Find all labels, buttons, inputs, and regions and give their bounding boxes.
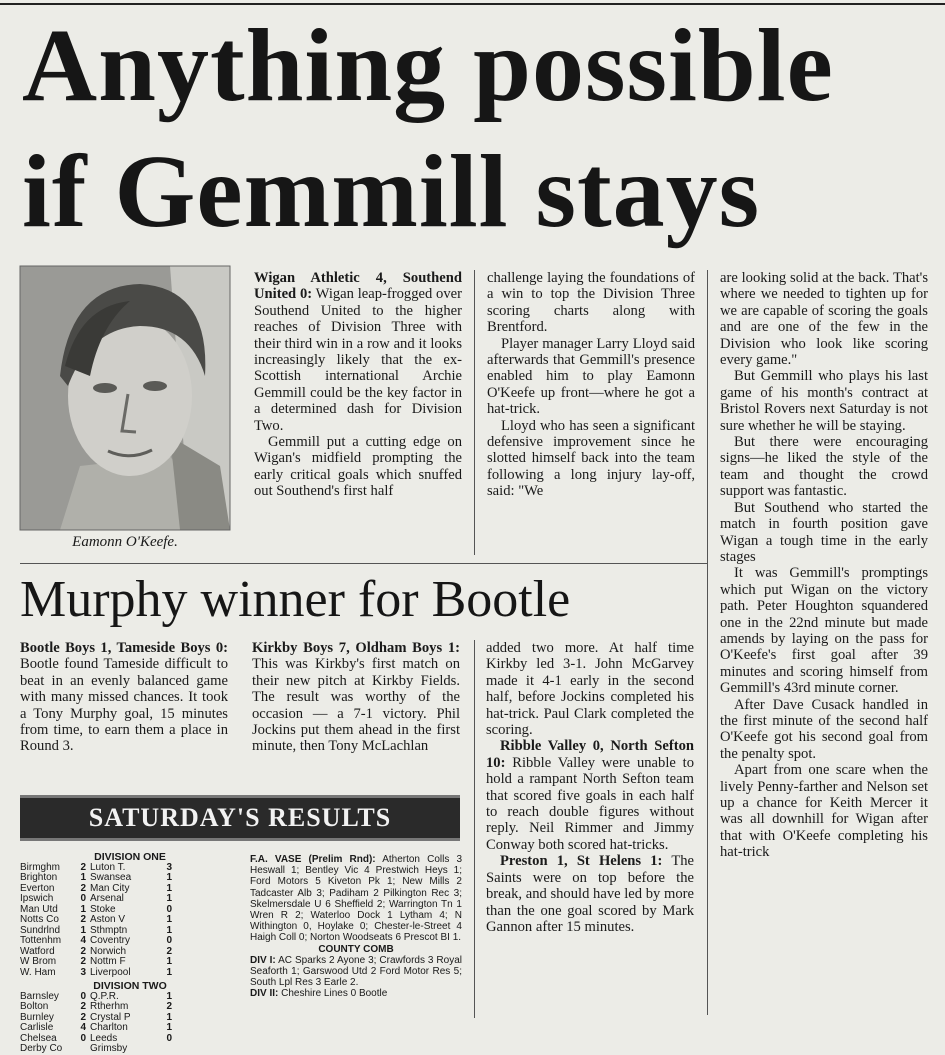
column-divider — [474, 270, 475, 555]
paragraph-text: This was Kirkby's first match on their new pitch at Kirkby Fields. The result was worthy of the occasion — a 7-1 victory. Phil Jockins put them ahead in the first minute, then Tony McLachlan — [252, 656, 460, 755]
home-team: Carlisle — [20, 1022, 54, 1033]
away-score: 1 — [166, 966, 172, 978]
county-comb-title: COUNTY COMB — [318, 943, 394, 955]
result-row — [20, 1044, 240, 1055]
home-score: 4 — [80, 935, 86, 946]
paragraph: After Dave Cusack handled in the first minute of the second half O'Keefe got his second goal from the penalty spot. — [720, 696, 928, 762]
result-row — [20, 936, 240, 947]
away-team: Sthmptn — [90, 924, 128, 936]
home-team: Chelsea — [20, 1032, 57, 1044]
paragraph-text: Wigan leap-frogged over Southend United to the higher reaches of Division Three with their third win in a row and it looks increasingly likely that the ex-Scottish international Archie Gemmill could be the key factor in a determined dash for Division Two. — [254, 286, 462, 434]
division-one-title: DIVISION ONE — [94, 851, 166, 863]
result-row — [20, 884, 240, 895]
away-score: 0 — [166, 903, 172, 915]
away-team: Swansea — [90, 872, 132, 883]
photo-caption: Eamonn O'Keefe. — [72, 534, 178, 550]
result-row — [20, 968, 240, 979]
away-team: Q.P.R. — [90, 990, 119, 1002]
home-score: 2 — [80, 956, 86, 967]
result-row — [20, 873, 240, 884]
home-score: 0 — [80, 893, 86, 904]
home-team: Bolton — [20, 1001, 49, 1012]
home-score: 0 — [80, 990, 86, 1002]
result-row — [20, 1013, 240, 1024]
away-team: Nottm F — [90, 956, 126, 967]
away-team: Norwich — [90, 945, 127, 957]
div2-text: Cheshire Lines 0 Bootle — [278, 988, 388, 1000]
paragraph — [486, 853, 694, 935]
home-team: Tottenhm — [20, 935, 62, 946]
away-team: Rtherhm — [90, 1001, 129, 1012]
sub-headline: Murphy winner for Bootle — [20, 571, 571, 628]
home-score: 1 — [80, 903, 86, 915]
main-story-column-1 — [254, 270, 462, 500]
division-one-rows — [20, 863, 240, 979]
paragraph: Gemmill put a cutting edge on Wigan's midfield prompting the early critical goals which snuffed out Southend's first half — [254, 434, 462, 500]
home-team: Barnsley — [20, 990, 59, 1002]
division-two-title: DIVISION TWO — [93, 980, 167, 992]
section-rule — [20, 563, 708, 564]
home-score: 3 — [80, 966, 86, 978]
vase-paragraph — [250, 854, 462, 944]
home-score: 1 — [80, 924, 86, 936]
home-score: 2 — [80, 882, 86, 894]
division-two-rows — [20, 992, 240, 1055]
vase-results — [250, 854, 462, 1022]
away-team: Aston V — [90, 914, 126, 925]
column-divider — [474, 640, 475, 1018]
results-table — [20, 851, 240, 1054]
paragraph: It was Gemmill's promptings which put Wigan on the victory path. Peter Houghton squandered one in the 22nd minute but made amends by laying on the pass for O'Keefe's first goal after 39 minutes and scoring himself from Gemmill's 43rd minute corner. — [720, 565, 928, 697]
sub-story-column-1 — [20, 640, 228, 755]
paragraph: are looking solid at the back. That's where we needed to tighten up for we are capable of scoring the goals and are one of the few in the Division who look like scoring every game." — [720, 270, 928, 369]
home-score: 2 — [80, 1011, 86, 1023]
main-story-column-2 — [487, 270, 695, 500]
away-score: 3 — [166, 861, 172, 873]
away-team: Man City — [90, 882, 130, 894]
main-story-column-3 — [720, 270, 928, 861]
away-team: Coventry — [90, 935, 131, 946]
home-score: 2 — [80, 914, 86, 925]
away-score: 2 — [166, 1001, 172, 1012]
away-team: Charlton — [90, 1022, 128, 1033]
lead-in: Kirkby Boys 7, Oldham Boys 1: — [252, 640, 460, 656]
paragraph — [20, 640, 228, 755]
result-row — [20, 894, 240, 905]
away-score: 1 — [166, 914, 172, 925]
home-score: 4 — [80, 1022, 86, 1033]
away-team: Luton T. — [90, 861, 126, 873]
headline-line-1: Anything possible — [22, 8, 834, 123]
home-team: Derby Co — [20, 1043, 63, 1054]
portrait-image — [20, 266, 230, 530]
home-team: Everton — [20, 882, 55, 894]
away-score: 0 — [166, 935, 172, 946]
home-team: Brighton — [20, 872, 58, 883]
paragraph: Player manager Larry Lloyd said afterwards that Gemmill's presence enabled him to play Eamonn O'Keefe up front—where he got a hat-trick. — [487, 335, 695, 418]
away-score: 2 — [166, 945, 172, 957]
home-score: 2 — [80, 945, 86, 957]
paragraph: But there were encouraging signs—he liked the style of the team and thought the crowd support was fantastic. — [720, 434, 928, 500]
home-team: Burnley — [20, 1011, 54, 1023]
comb-lead: DIV I: — [250, 954, 276, 966]
vase-lead: F.A. VASE (Prelim Rnd): — [250, 854, 376, 865]
away-score — [160, 1044, 172, 1055]
away-score: 1 — [166, 882, 172, 894]
home-score: 0 — [80, 1032, 86, 1044]
lead-in: Wigan Athletic 4, Southend United 0: — [254, 270, 462, 303]
home-score — [76, 1044, 86, 1055]
div2-lead: DIV II: — [250, 988, 279, 1000]
away-team: Arsenal — [90, 893, 124, 904]
result-row — [20, 1023, 240, 1034]
headline-line-2: if Gemmill stays — [22, 134, 761, 249]
away-score: 1 — [166, 990, 172, 1002]
away-score: 1 — [166, 872, 172, 883]
lead-in: Bootle Boys 1, Tameside Boys 0: — [20, 640, 228, 656]
paragraph: Apart from one scare when the lively Penny-farther and Nelson set up a chance for Keith Mercer it was all downhill for Wigan after that with O'Keefe completing his hat-trick — [720, 762, 928, 861]
home-team: Man Utd — [20, 903, 58, 915]
home-team: W. Ham — [20, 966, 56, 978]
comb-text: AC Sparks 2 Ayone 3; Crawfords 3 Royal Seaforth 1; Garswood Utd 2 Ford Motor Res 5; South Lpl Res 3 Earle 2. — [250, 954, 462, 989]
paragraph — [486, 738, 694, 853]
away-team: Liverpool — [90, 966, 131, 978]
sub-story-column-2 — [252, 640, 460, 755]
away-score: 1 — [166, 924, 172, 936]
player-photo — [20, 266, 230, 530]
home-team: Ipswich — [20, 893, 54, 904]
home-team: W Brom — [20, 956, 57, 967]
away-team: Crystal P — [90, 1011, 131, 1023]
paragraph: But Gemmill who plays his last game of his month's contract at Bristol Rovers next Saturday is not sure whether he will be staying. — [720, 368, 928, 434]
home-team: Notts Co — [20, 914, 59, 925]
lead-in: Preston 1, St Helens 1: — [500, 853, 663, 870]
home-score: 1 — [80, 872, 86, 883]
home-team: Birmghm — [20, 861, 61, 873]
result-row — [20, 992, 240, 1003]
paragraph: Lloyd who has seen a significant defensive improvement since he slotted himself back into the team following a long injury lay-off, said: "We — [487, 417, 695, 500]
away-team: Stoke — [90, 903, 116, 915]
away-score: 1 — [166, 956, 172, 967]
paragraph: challenge laying the foundations of a win to top the Division Three scoring charts along with Brentford. — [487, 270, 695, 336]
paragraph — [252, 640, 460, 755]
paragraph-text: Ribble Valley were unable to hold a rampant North Sefton team that scored five goals in each half to reach double figures without reply. Neil Rimmer and Jimmy Conway both scored hat-tricks. — [486, 754, 694, 853]
home-team: Watford — [20, 945, 55, 957]
paragraph: But Southend who started the match in fourth position gave Wigan a tough time in the early stages — [720, 499, 928, 565]
result-row — [20, 915, 240, 926]
away-score: 1 — [166, 1011, 172, 1023]
result-row — [20, 1002, 240, 1013]
home-score: 2 — [80, 1001, 86, 1012]
sub-story-column-3 — [486, 640, 694, 935]
away-team: Leeds — [90, 1032, 118, 1044]
home-score: 2 — [80, 861, 86, 873]
away-score: 1 — [166, 893, 172, 904]
comb-paragraph — [250, 955, 462, 989]
div2-paragraph — [250, 988, 462, 999]
column-divider — [707, 270, 708, 1015]
paragraph-text: The Saints were on top before the break, and should have led by more than the one goal scored by Mark Gannon after 15 minutes. — [486, 853, 695, 935]
results-banner: SATURDAY'S RESULTS — [20, 795, 460, 841]
top-rule — [0, 3, 945, 5]
paragraph: added two more. At half time Kirkby led 3-1. John McGarvey made it 4-1 early in the second half, before Jockins completed his hat-trick. Paul Clark completed the scoring. — [486, 640, 694, 739]
home-team: Sundrlnd — [20, 924, 61, 936]
paragraph — [254, 270, 462, 434]
away-score: 1 — [166, 1022, 172, 1033]
away-score: 0 — [166, 1032, 172, 1044]
lead-in: Ribble Valley 0, North Sefton 10: — [486, 738, 694, 771]
away-team: Grimsby — [90, 1043, 128, 1054]
paragraph-text: Bootle found Tameside difficult to beat in an evenly balanced game with many missed chances. It took a Tony Murphy goal, 15 minutes from time, to earn them a place in Round 3. — [20, 656, 228, 755]
vase-text: Atherton Colls 3 Heswall 1; Bentley Vic 4 Prestwich Heys 1; Ford Motors 5 Kiveton Pk 1; New Mills 2 Tadcaster Alb 3; Padiham 2 Pilkington Rec 3; Skelmersdale U 6 Sheffield 2; Warrington Tn 1 Wren R 2; Waterloo Dock 1 Lytham 4; N Withington 0, Hoylake 0; Chester-le-Street 4 Haigh Coll 0; Norton Woodseats 6 Prescot BI 1. — [250, 854, 463, 944]
result-row — [20, 957, 240, 968]
